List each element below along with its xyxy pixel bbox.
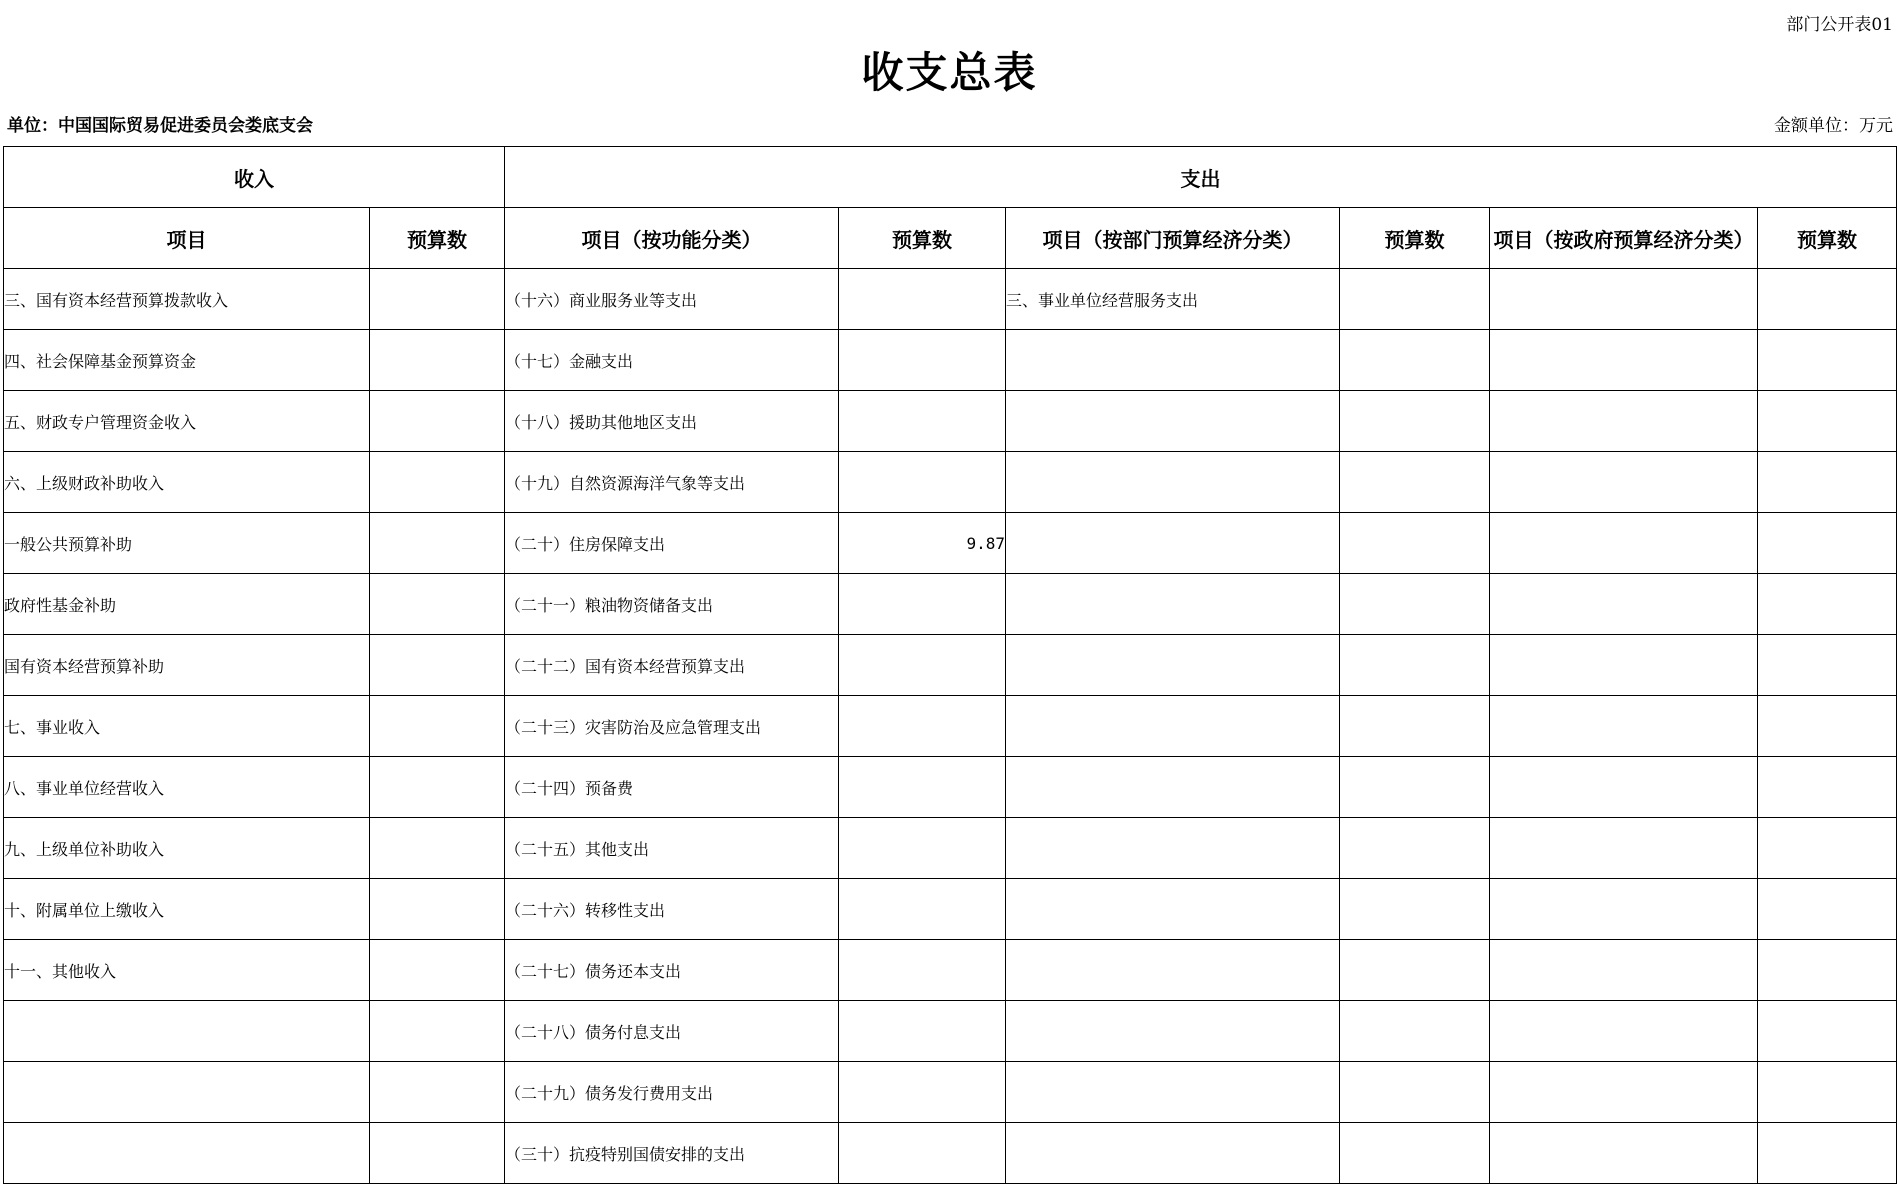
dept-econ-budget-cell — [1340, 269, 1490, 330]
table-row — [4, 452, 1897, 513]
income-item-cell — [4, 1123, 370, 1184]
gov-econ-item-cell — [1490, 818, 1758, 879]
table-row — [4, 757, 1897, 818]
function-budget-cell — [839, 696, 1006, 757]
expense-group-header: 支出 — [505, 147, 1897, 208]
function-budget-cell — [839, 269, 1006, 330]
function-budget-cell — [839, 1062, 1006, 1123]
dept-econ-item-cell — [1006, 452, 1340, 513]
income-item-cell: 八、事业单位经营收入 — [4, 757, 370, 818]
group-header-row — [4, 147, 1897, 208]
dept-econ-budget-cell — [1340, 696, 1490, 757]
table-row — [4, 513, 1897, 574]
income-budget-cell — [370, 1123, 505, 1184]
function-budget-cell: 9.87 — [839, 513, 1006, 574]
dept-econ-budget-cell — [1340, 757, 1490, 818]
gov-econ-item-cell — [1490, 1123, 1758, 1184]
gov-econ-item-cell — [1490, 1001, 1758, 1062]
dept-econ-budget-cell — [1340, 940, 1490, 1001]
table-row — [4, 879, 1897, 940]
gov-econ-budget-cell — [1758, 330, 1897, 391]
function-item-cell: （二十九）债务发行费用支出 — [505, 1062, 839, 1123]
col-header-gov-econ-budget: 预算数 — [1758, 208, 1897, 269]
gov-econ-budget-cell — [1758, 269, 1897, 330]
income-budget-cell — [370, 1062, 505, 1123]
dept-econ-item-cell — [1006, 330, 1340, 391]
income-budget-cell — [370, 696, 505, 757]
function-item-cell: （三十）抗疫特别国债安排的支出 — [505, 1123, 839, 1184]
dept-econ-budget-cell — [1340, 513, 1490, 574]
dept-econ-item-cell — [1006, 757, 1340, 818]
income-budget-cell — [370, 269, 505, 330]
function-budget-cell — [839, 818, 1006, 879]
page-title: 收支总表 — [861, 48, 1038, 97]
function-item-cell: （十六）商业服务业等支出 — [505, 269, 839, 330]
income-budget-cell — [370, 574, 505, 635]
dept-econ-budget-cell — [1340, 1001, 1490, 1062]
income-item-cell — [4, 1062, 370, 1123]
dept-econ-budget-cell — [1340, 1123, 1490, 1184]
table-row — [4, 818, 1897, 879]
table-row — [4, 330, 1897, 391]
dept-econ-item-cell — [1006, 513, 1340, 574]
gov-econ-budget-cell — [1758, 574, 1897, 635]
table-row — [4, 635, 1897, 696]
amount-unit: 金额单位：万元 — [1774, 116, 1893, 136]
function-item-cell: （二十四）预备费 — [505, 757, 839, 818]
gov-econ-item-cell — [1490, 574, 1758, 635]
gov-econ-budget-cell — [1758, 1123, 1897, 1184]
table-row — [4, 391, 1897, 452]
function-item-cell: （二十八）债务付息支出 — [505, 1001, 839, 1062]
dept-econ-item-cell — [1006, 879, 1340, 940]
col-header-gov-econ-item: 项目（按政府预算经济分类） — [1490, 208, 1758, 269]
gov-econ-budget-cell — [1758, 635, 1897, 696]
col-header-income-budget: 预算数 — [370, 208, 505, 269]
dept-econ-budget-cell — [1340, 452, 1490, 513]
function-item-cell: （二十三）灾害防治及应急管理支出 — [505, 696, 839, 757]
function-item-cell: （十八）援助其他地区支出 — [505, 391, 839, 452]
income-item-cell: 国有资本经营预算补助 — [4, 635, 370, 696]
dept-econ-item-cell — [1006, 1001, 1340, 1062]
income-item-cell: 三、国有资本经营预算拨款收入 — [4, 269, 370, 330]
function-budget-cell — [839, 574, 1006, 635]
dept-econ-item-cell — [1006, 940, 1340, 1001]
function-budget-cell — [839, 391, 1006, 452]
income-budget-cell — [370, 391, 505, 452]
col-header-function-item: 项目（按功能分类） — [505, 208, 839, 269]
income-budget-cell — [370, 940, 505, 1001]
income-group-header: 收入 — [4, 147, 505, 208]
gov-econ-item-cell — [1490, 757, 1758, 818]
dept-econ-budget-cell — [1340, 635, 1490, 696]
gov-econ-item-cell — [1490, 452, 1758, 513]
dept-econ-budget-cell — [1340, 574, 1490, 635]
dept-econ-item-cell — [1006, 574, 1340, 635]
function-budget-cell — [839, 452, 1006, 513]
income-item-cell: 政府性基金补助 — [4, 574, 370, 635]
function-item-cell: （二十）住房保障支出 — [505, 513, 839, 574]
column-header-row — [4, 208, 1897, 269]
table-row — [4, 696, 1897, 757]
gov-econ-budget-cell — [1758, 879, 1897, 940]
dept-econ-budget-cell — [1340, 1062, 1490, 1123]
reporting-unit: 单位：中国国际贸易促进委员会娄底支会 — [7, 116, 313, 136]
income-budget-cell — [370, 513, 505, 574]
table-row — [4, 1123, 1897, 1184]
dept-econ-item-cell — [1006, 818, 1340, 879]
form-code: 部门公开表01 — [1786, 15, 1893, 35]
gov-econ-budget-cell — [1758, 1001, 1897, 1062]
income-budget-cell — [370, 635, 505, 696]
gov-econ-budget-cell — [1758, 940, 1897, 1001]
gov-econ-budget-cell — [1758, 818, 1897, 879]
income-item-cell — [4, 1001, 370, 1062]
dept-econ-item-cell — [1006, 635, 1340, 696]
income-item-cell: 四、社会保障基金预算资金 — [4, 330, 370, 391]
dept-econ-budget-cell — [1340, 818, 1490, 879]
table-row — [4, 574, 1897, 635]
dept-econ-budget-cell — [1340, 391, 1490, 452]
income-item-cell: 七、事业收入 — [4, 696, 370, 757]
income-item-cell: 六、上级财政补助收入 — [4, 452, 370, 513]
dept-econ-item-cell — [1006, 1062, 1340, 1123]
dept-econ-item-cell — [1006, 391, 1340, 452]
function-budget-cell — [839, 940, 1006, 1001]
function-budget-cell — [839, 1001, 1006, 1062]
table-row — [4, 1001, 1897, 1062]
gov-econ-item-cell — [1490, 513, 1758, 574]
gov-econ-item-cell — [1490, 391, 1758, 452]
function-item-cell: （十七）金融支出 — [505, 330, 839, 391]
gov-econ-item-cell — [1490, 635, 1758, 696]
gov-econ-item-cell — [1490, 879, 1758, 940]
gov-econ-item-cell — [1490, 940, 1758, 1001]
gov-econ-budget-cell — [1758, 452, 1897, 513]
function-item-cell: （十九）自然资源海洋气象等支出 — [505, 452, 839, 513]
income-budget-cell — [370, 1001, 505, 1062]
budget-summary-table — [3, 146, 1897, 1184]
table-row — [4, 940, 1897, 1001]
function-item-cell: （二十一）粮油物资储备支出 — [505, 574, 839, 635]
gov-econ-item-cell — [1490, 269, 1758, 330]
dept-econ-item-cell — [1006, 696, 1340, 757]
col-header-function-budget: 预算数 — [839, 208, 1006, 269]
dept-econ-budget-cell — [1340, 330, 1490, 391]
gov-econ-budget-cell — [1758, 391, 1897, 452]
function-item-cell: （二十五）其他支出 — [505, 818, 839, 879]
table-row — [4, 269, 1897, 330]
income-item-cell: 十一、其他收入 — [4, 940, 370, 1001]
gov-econ-item-cell — [1490, 1062, 1758, 1123]
gov-econ-budget-cell — [1758, 513, 1897, 574]
income-budget-cell — [370, 330, 505, 391]
dept-econ-item-cell — [1006, 1123, 1340, 1184]
gov-econ-budget-cell — [1758, 757, 1897, 818]
gov-econ-budget-cell — [1758, 696, 1897, 757]
function-budget-cell — [839, 635, 1006, 696]
col-header-dept-econ-budget: 预算数 — [1340, 208, 1490, 269]
function-item-cell: （二十六）转移性支出 — [505, 879, 839, 940]
col-header-income-item: 项目 — [4, 208, 370, 269]
function-budget-cell — [839, 879, 1006, 940]
income-item-cell: 十、附属单位上缴收入 — [4, 879, 370, 940]
dept-econ-budget-cell — [1340, 879, 1490, 940]
income-item-cell: 一般公共预算补助 — [4, 513, 370, 574]
function-budget-cell — [839, 1123, 1006, 1184]
col-header-dept-econ-item: 项目（按部门预算经济分类） — [1006, 208, 1340, 269]
dept-econ-item-cell: 三、事业单位经营服务支出 — [1006, 269, 1340, 330]
function-budget-cell — [839, 330, 1006, 391]
function-item-cell: （二十二）国有资本经营预算支出 — [505, 635, 839, 696]
income-budget-cell — [370, 452, 505, 513]
income-item-cell: 九、上级单位补助收入 — [4, 818, 370, 879]
gov-econ-item-cell — [1490, 696, 1758, 757]
function-budget-cell — [839, 757, 1006, 818]
function-item-cell: （二十七）债务还本支出 — [505, 940, 839, 1001]
income-item-cell: 五、财政专户管理资金收入 — [4, 391, 370, 452]
table-row — [4, 1062, 1897, 1123]
gov-econ-budget-cell — [1758, 1062, 1897, 1123]
gov-econ-item-cell — [1490, 330, 1758, 391]
income-budget-cell — [370, 757, 505, 818]
income-budget-cell — [370, 818, 505, 879]
income-budget-cell — [370, 879, 505, 940]
